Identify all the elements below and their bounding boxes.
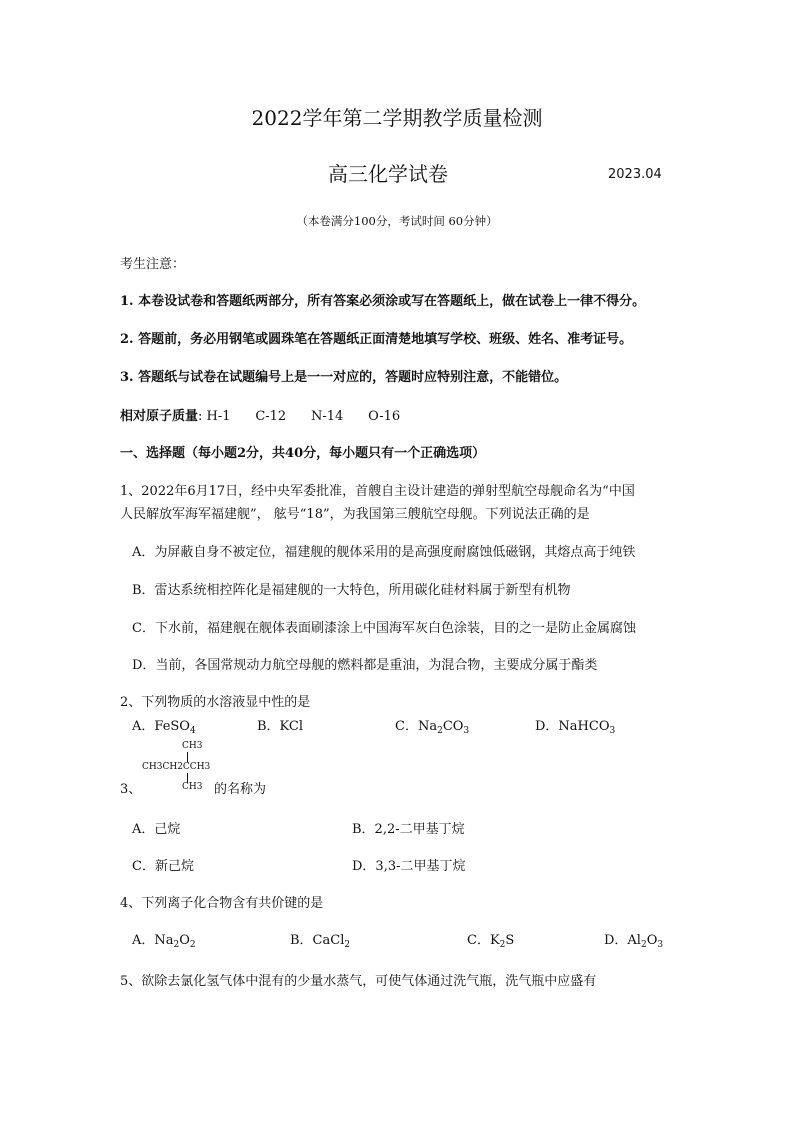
q4-option-a: A．$Na_2O_2$ [132,933,196,950]
q2-option-b: B．KCl [257,719,304,734]
q4-option-d: D．$Al_2O_3$ [604,933,664,950]
q4-option-c: C．$K_2S$ [467,933,515,950]
q2-option-c: C．$Na_2CO_3$ [395,719,470,736]
q5-stem: 5、欲除去氯化氢气体中混有的少量水蒸气，可使气体通过洗气瓶，洗气瓶中应盛有 [120,974,597,989]
q3-option-b: B．2,2-二甲基丁烷 [352,822,465,837]
struct-bond-top [187,752,188,762]
q4-option-b: B．CaCl$_2$ [290,933,351,950]
q1-stem-line2: 人民解放军海军福建舰”， 舷号“18”，为我国第三艘航空母舰。下列说法正确的是 [120,507,590,522]
q1-option-c: C．下水前，福建舰在舰体表面刷漆涂上中国海军灰白色涂装，目的之一是防止金属腐蚀 [132,621,636,636]
q3-stem-tail: 的名称为 [214,782,267,797]
notice-item-2: 2. 答题前，务必用钢笔或圆珠笔在答题纸正面清楚地填写学校、班级、姓名、准考证号。 [120,332,633,347]
q1-option-d: D．当前，各国常规动力航空母舰的燃料都是重油，为混合物，主要成分属于酯类 [132,658,598,673]
q3-option-a: A．己烷 [132,822,181,837]
q2-option-a: A．FeSO$_4$ [132,719,196,736]
q2-stem: 2、下列物质的水溶液显中性的是 [120,695,311,710]
exam-subtitle: 高三化学试卷 [328,162,448,186]
atomic-mass-line [120,410,400,423]
struct-top-group: CH3 [182,741,203,751]
exam-title: 2022学年第二学期教学质量检测 [251,106,543,130]
exam-info: （本卷满分100分，考试时间 60分钟） [296,214,498,228]
notice-heading: 考生注意： [120,257,186,272]
q1-option-b: B．雷达系统相控阵化是福建舰的一大特色，所用碳化硅材料属于新型有机物 [132,583,571,598]
struct-main-chain: CH3CH2CCH3 [142,762,211,772]
q3-option-d: D．3,3-二甲基丁烷 [352,859,466,874]
q1-option-a: A．为屏蔽自身不被定位，福建舰的舰体采用的是高强度耐腐蚀低磁钢，其熔点高于纯铁 [132,545,636,560]
struct-bottom-group: CH3 [182,782,203,792]
section1-heading: 一、选择题（每小题2分，共40分，每小题只有一个正确选项） [120,446,486,461]
q2-option-d: D．NaHCO$_3$ [535,719,616,736]
notice-item-1: 1. 本卷设试卷和答题纸两部分，所有答案必须涂或写在答题纸上，做在试卷上一律不得分。 [120,294,646,309]
atomic-mass-values: : H-1 C-12 N-14 O-16 [198,409,401,424]
notice-item-3: 3. 答题纸与试卷在试题编号上是一一对应的，答题时应特别注意，不能错位。 [120,370,568,385]
exam-date: 2023.04 [608,167,662,182]
q4-stem: 4、下列离子化合物含有共价键的是 [120,896,324,911]
atomic-mass-label: 相对原子质量 [120,409,199,424]
q1-stem-line1: 1、2022年6月17日，经中央军委批准，首艘自主设计建造的弹射型航空母舰命名为“中国 [120,484,635,499]
q3-option-c: C．新己烷 [132,859,194,874]
q3-number: 3、 [120,782,142,797]
